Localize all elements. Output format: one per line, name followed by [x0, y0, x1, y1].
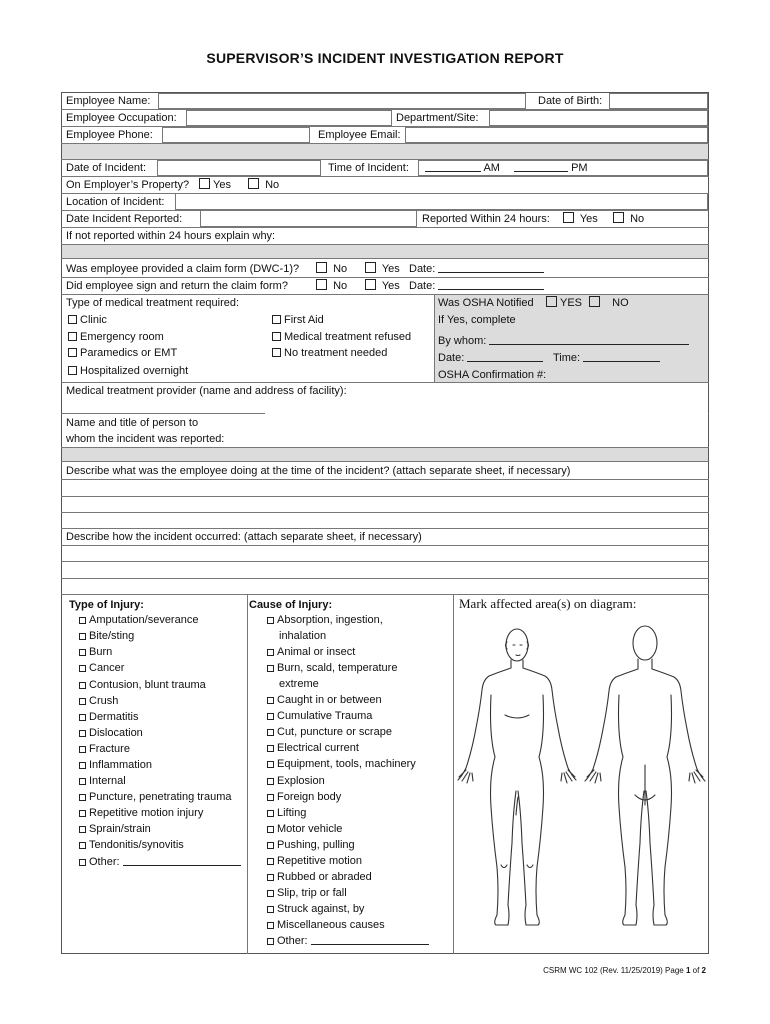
injury-type-option[interactable]: Puncture, penetrating trauma: [79, 790, 231, 804]
injury-type-option[interactable]: Tendonitis/synovitis: [79, 838, 184, 852]
injury-cause-option[interactable]: Foreign body: [267, 790, 341, 804]
reported-to-field[interactable]: [265, 413, 708, 447]
injury-cause-continuation: extreme: [279, 678, 319, 690]
injury-cause-option[interactable]: Struck against, by: [267, 902, 364, 916]
page-of: of: [690, 966, 702, 975]
osha-by-whom[interactable]: By whom:: [438, 334, 689, 348]
injury-cause-option[interactable]: Repetitive motion: [267, 854, 362, 868]
injury-cause-option[interactable]: Burn, scald, temperature: [267, 661, 397, 675]
treatment-option[interactable]: Emergency room: [68, 330, 164, 344]
injury-cause-option[interactable]: Rubbed or abraded: [267, 870, 372, 884]
injury-cause-option[interactable]: Animal or insect: [267, 645, 355, 659]
employee-occupation-label: Employee Occupation:: [66, 112, 177, 124]
osha-confirmation-label: OSHA Confirmation #:: [438, 369, 547, 381]
reported-to-label-line2: whom the incident was reported:: [66, 433, 225, 445]
date-of-birth-label: Date of Birth:: [538, 95, 603, 107]
claim-provided-yes-checkbox[interactable]: Yes: [365, 262, 400, 276]
reported-yes-checkbox[interactable]: Yes: [563, 212, 598, 226]
page-title: SUPERVISOR’S INCIDENT INVESTIGATION REPORT: [206, 50, 564, 66]
treatment-option[interactable]: Clinic: [68, 313, 107, 327]
injury-cause-option[interactable]: Explosion: [267, 774, 325, 788]
date-of-incident-label: Date of Incident:: [66, 162, 147, 174]
injury-type-option[interactable]: Repetitive motion injury: [79, 806, 203, 820]
injury-type-option[interactable]: Dermatitis: [79, 710, 139, 724]
treatment-provider-label: Medical treatment provider (name and address of facility):: [66, 385, 347, 397]
injury-cause-option[interactable]: Cumulative Trauma: [267, 709, 372, 723]
injury-type-heading: Type of Injury:: [69, 599, 144, 611]
claim-signed-no-checkbox[interactable]: No: [316, 279, 347, 293]
treatment-option[interactable]: Hospitalized overnight: [68, 364, 188, 378]
osha-no-checkbox[interactable]: NO: [589, 296, 629, 310]
employee-phone-label: Employee Phone:: [66, 129, 153, 141]
injury-type-option[interactable]: Amputation/severance: [79, 613, 198, 627]
injury-cause-option[interactable]: Electrical current: [267, 741, 359, 755]
injury-type-option[interactable]: Burn: [79, 645, 112, 659]
injury-type-option[interactable]: Contusion, blunt trauma: [79, 678, 206, 692]
injury-cause-continuation: inhalation: [279, 630, 327, 642]
claim-form-provided-label: Was employee provided a claim form (DWC-1)?: [66, 263, 300, 275]
injury-cause-other[interactable]: Other:: [267, 934, 429, 948]
injury-cause-heading: Cause of Injury:: [249, 599, 333, 611]
injury-cause-option[interactable]: Cut, puncture or scrape: [267, 725, 392, 739]
injury-type-other[interactable]: Other:: [79, 855, 241, 869]
claim-provided-no-checkbox[interactable]: No: [316, 262, 347, 276]
date-of-birth-field[interactable]: [609, 93, 708, 109]
describe-how-label: Describe how the incident occurred: (attach separate sheet, if necessary): [66, 531, 422, 543]
employee-name-label: Employee Name:: [66, 95, 151, 107]
injury-type-option[interactable]: Cancer: [79, 661, 124, 675]
date-incident-reported-label: Date Incident Reported:: [66, 213, 183, 225]
claim-signed-yes-checkbox[interactable]: Yes: [365, 279, 400, 293]
body-diagram[interactable]: [455, 615, 707, 950]
page-number: 1: [685, 966, 691, 975]
treatment-option[interactable]: First Aid: [272, 313, 324, 327]
employee-email-field[interactable]: [405, 127, 708, 143]
osha-date[interactable]: Date:: [438, 351, 543, 365]
date-incident-reported-field[interactable]: [200, 210, 417, 227]
injury-cause-option[interactable]: Miscellaneous causes: [267, 918, 385, 932]
time-of-incident-label: Time of Incident:: [328, 162, 409, 174]
not-reported-explain-label: If not reported within 24 hours explain why:: [66, 230, 276, 242]
injury-cause-option[interactable]: Pushing, pulling: [267, 838, 355, 852]
department-site-field[interactable]: [489, 110, 708, 126]
employee-occupation-field[interactable]: [186, 110, 392, 126]
employee-name-field[interactable]: [158, 93, 526, 109]
on-employers-property-label: On Employer’s Property?: [66, 179, 190, 191]
reported-to-label-line1: Name and title of person to: [66, 417, 199, 429]
body-back-figure: [585, 626, 705, 925]
injury-type-option[interactable]: Bite/sting: [79, 629, 134, 643]
treatment-option[interactable]: No treatment needed: [272, 346, 387, 360]
time-pm: PM: [514, 161, 588, 175]
date-of-incident-field[interactable]: [157, 160, 321, 176]
osha-notified-label: Was OSHA Notified: [438, 297, 534, 309]
injury-cause-option[interactable]: Caught in or between: [267, 693, 382, 707]
injury-cause-option[interactable]: Lifting: [267, 806, 306, 820]
injury-type-option[interactable]: Crush: [79, 694, 118, 708]
osha-yes-checkbox[interactable]: YES: [546, 296, 582, 310]
diagram-title: Mark affected area(s) on diagram:: [459, 596, 637, 611]
employee-phone-field[interactable]: [162, 127, 310, 143]
injury-cause-option[interactable]: Slip, trip or fall: [267, 886, 347, 900]
treatment-required-label: Type of medical treatment required:: [66, 297, 240, 309]
page-total: 2: [701, 966, 706, 975]
employee-email-label: Employee Email:: [318, 129, 401, 141]
injury-type-option[interactable]: Dislocation: [79, 726, 143, 740]
treatment-option[interactable]: Paramedics or EMT: [68, 346, 177, 360]
reported-no-checkbox[interactable]: No: [613, 212, 644, 226]
injury-cause-option[interactable]: Absorption, ingestion,: [267, 613, 383, 627]
body-front-figure: [458, 629, 576, 925]
injury-type-option[interactable]: Fracture: [79, 742, 130, 756]
claim-form-signed-label: Did employee sign and return the claim form?: [66, 280, 288, 292]
time-am: AM: [425, 161, 500, 175]
property-yes-checkbox[interactable]: Yes: [199, 178, 231, 192]
page-footer: [543, 966, 706, 975]
form-code: CSRM WC 102 (Rev. 11/25/2019) Page: [543, 966, 686, 975]
injury-type-option[interactable]: Inflammation: [79, 758, 152, 772]
injury-type-option[interactable]: Sprain/strain: [79, 822, 151, 836]
claim-signed-date[interactable]: Date:: [409, 279, 544, 293]
reported-within-24-label: Reported Within 24 hours:: [422, 213, 550, 225]
injury-type-option[interactable]: Internal: [79, 774, 126, 788]
location-of-incident-label: Location of Incident:: [66, 196, 165, 208]
osha-time[interactable]: Time:: [553, 351, 660, 365]
injury-cause-option[interactable]: Equipment, tools, machinery: [267, 757, 416, 771]
location-of-incident-field[interactable]: [175, 193, 708, 210]
describe-doing-label: Describe what was the employee doing at the time of the incident? (attach separate sheet, if necessary): [66, 465, 571, 477]
if-yes-complete-label: If Yes, complete: [438, 314, 516, 326]
claim-provided-date[interactable]: Date:: [409, 262, 544, 276]
treatment-option[interactable]: Medical treatment refused: [272, 330, 411, 344]
injury-cause-option[interactable]: Motor vehicle: [267, 822, 342, 836]
department-site-label: Department/Site:: [396, 112, 479, 124]
property-no-checkbox[interactable]: No: [248, 178, 279, 192]
